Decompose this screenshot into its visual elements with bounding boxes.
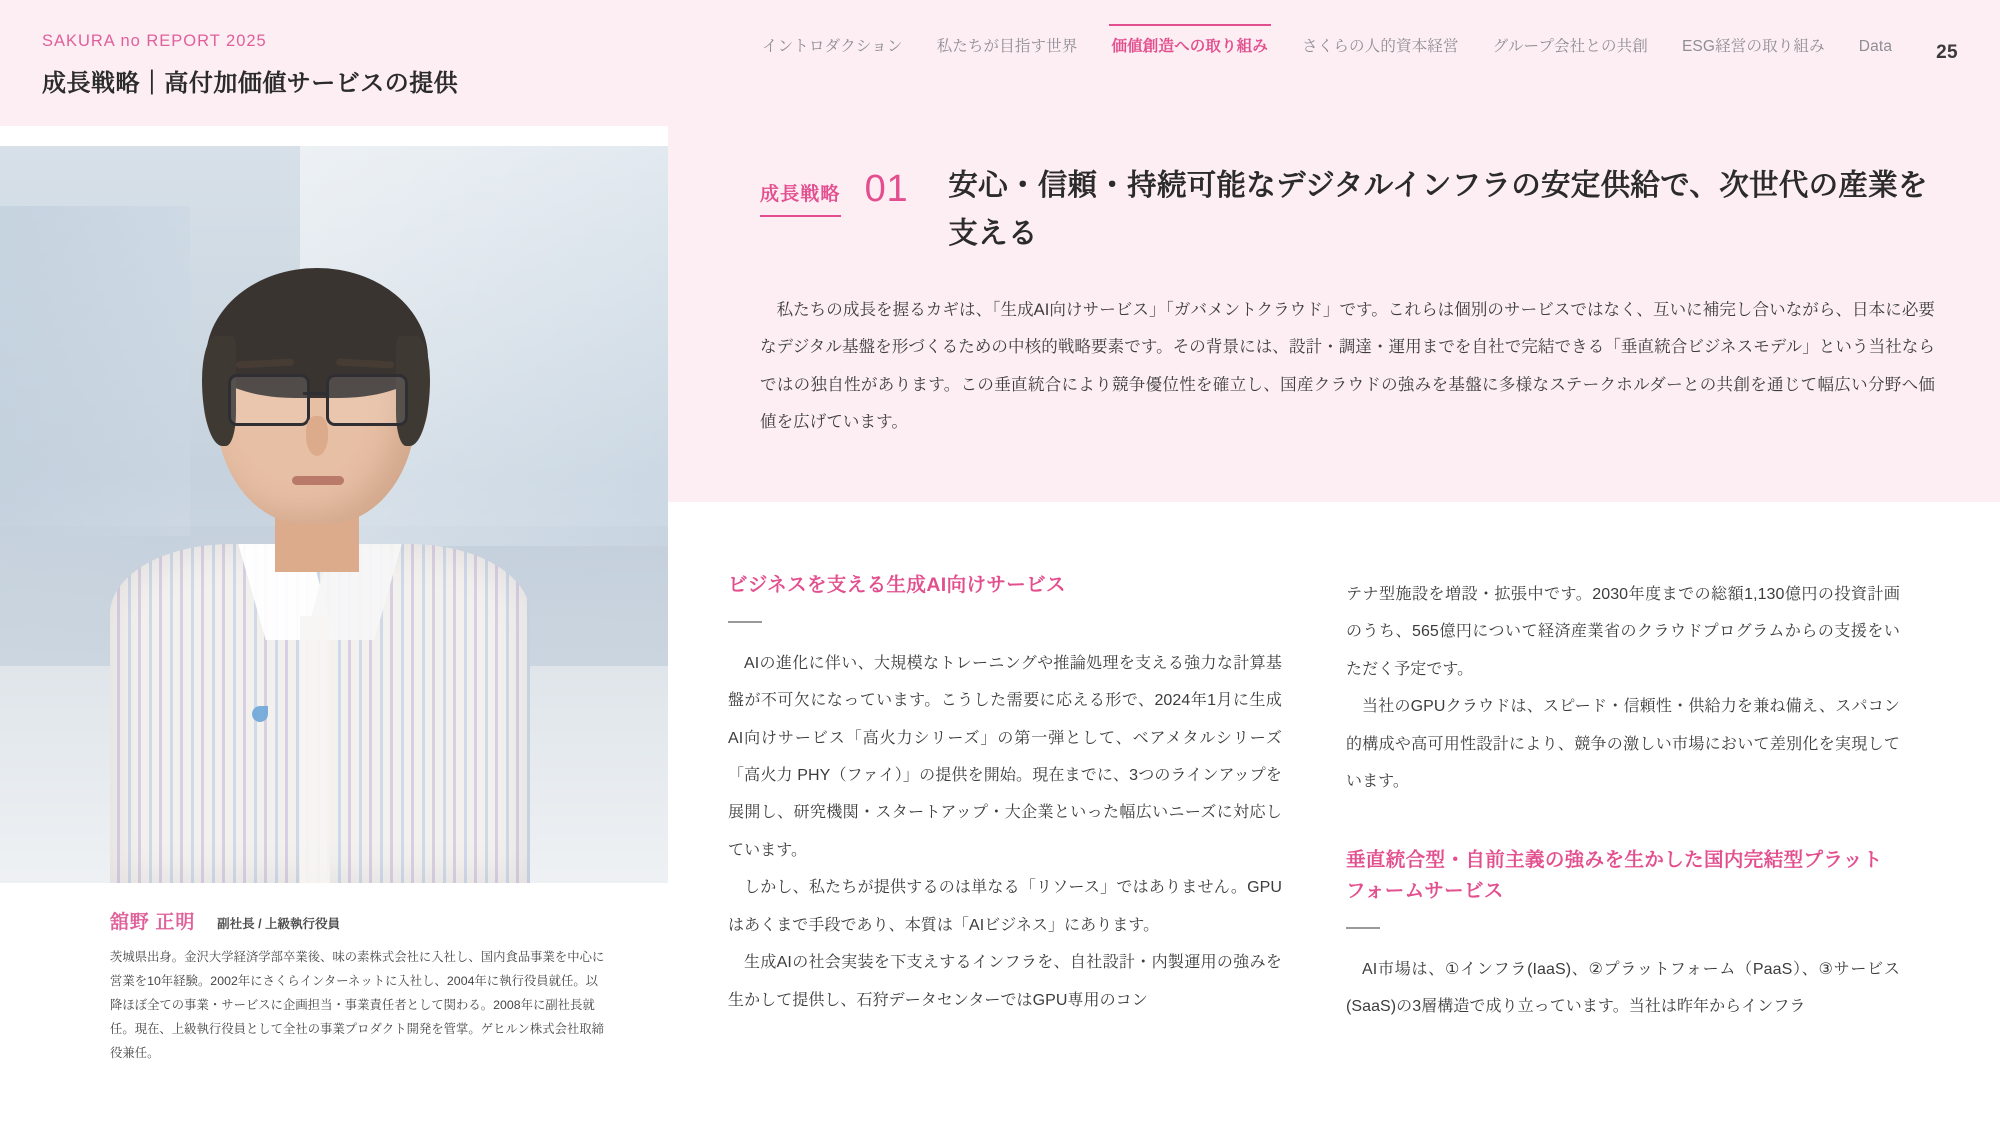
section-rule [728,621,762,623]
paragraph: AIの進化に伴い、大規模なトレーニングや推論処理を支える強力な計算基盤が不可欠になっています。こうした需要に応える形で、2024年1月に生成AI向けサービス「高火力シリーズ」の第一弾として、ベアメタルシリーズ「高火力 PHY（ファイ）」の提供を開始。現在までに、3つのラインアップを展開し、研究機関・スタートアップ・大企業といった幅広いニーズに対応しています。 [728,654,1282,859]
section-body-platform [1346,951,1900,1026]
strategy-intro-block [668,126,2000,502]
paragraph: テナ型施設を増設・拡張中です。2030年度までの総額1,130億円の投資計画のうち、565億円について経済産業省のクラウドプログラムからの支援をいただく予定です。 [1346,586,1900,678]
executive-role: 副社長 / 上級執行役員 [217,917,341,931]
strategy-tag: 成長戦略 [760,179,841,217]
nav-item-vision[interactable]: 私たちが目指す世界 [936,38,1078,55]
strategy-intro-body [760,292,1935,442]
page-number: 25 [1936,42,1958,63]
strategy-title: 安心・信頼・持続可能なデジタルインフラの安定供給で、次世代の産業を支える [948,169,1928,250]
section-rule [1346,927,1380,929]
report-label: SAKURA no REPORT 2025 [42,32,267,50]
section-body-continuation [1346,576,1900,801]
paragraph: AI市場は、①インフラ(IaaS)、②プラットフォーム（PaaS）、③サービス(SaaS)の3層構造で成り立っています。当社は昨年からインフラ [1346,960,1900,1015]
nav-item-human-capital[interactable]: さくらの人的資本経営 [1302,38,1459,55]
executive-bio: 茨城県出身。金沢大学経済学部卒業後、味の素株式会社に入社し、国内食品事業を中心に営業を10年経験。2002年にさくらインターネットに入社し、2004年に執行役員就任。以降ほぼ全ての事業・サービスに企画担当・事業責任者として関わる。2008年に副社長就任。現在、上級執行役員として全社の事業プロダクト開発を管掌。ゲヒルン株式会社取締役兼任。 [110,950,605,1060]
page-title: 成長戦略｜高付加価値サービスの提供 [42,70,459,97]
paragraph: 生成AIの社会実装を下支えするインフラを、自社設計・内製運用の強みを生かして提供し、石狩データセンターではGPU専用のコン [728,954,1282,1009]
caption-name-row [110,907,608,934]
nav-item-esg[interactable]: ESG経営の取り組み [1681,38,1825,55]
article-column-right [1346,570,1900,1125]
strategy-heading-row [760,162,1940,258]
paragraph: 当社のGPUクラウドは、スピード・信頼性・供給力を兼ね備え、スパコン的構成や高可用性設計により、競争の激しい市場において差別化を実現しています。 [1346,698,1900,791]
page-header [0,0,2000,126]
section-body-ai-services [728,645,1282,1019]
article-columns [668,502,2000,1125]
nav-item-group-companies[interactable]: グループ会社との共創 [1492,38,1648,55]
executive-name: 舘野 正明 [110,912,196,933]
article-column-left [728,570,1282,1125]
section-nav [745,36,1909,58]
intro-paragraph: 私たちの成長を握るカギは、「生成AI向けサービス」「ガバメントクラウド」です。これらは個別のサービスではなく、互いに補完し合いながら、日本に必要なデジタル基盤を形づくるための中核的戦略要素です。その背景には、設計・調達・運用までを自社で完結できる「垂直統合ビジネスモデル」という当社ならではの独自性があります。この垂直統合により競争優位性を確立し、国産クラウドの強みを基盤に多様なステークホルダーとの共創を通じて幅広い分野へ価値を広げています。 [760,300,1935,432]
nav-item-introduction[interactable]: イントロダクション [762,38,903,55]
section-heading-platform: 垂直統合型・自前主義の強みを生かした国内完結型プラットフォームサービス [1346,848,1883,902]
paragraph: しかし、私たちが提供するのは単なる「リソース」ではありません。GPUはあくまで手段であり、本質は「AIビジネス」にあります。 [728,879,1282,934]
portrait-caption [0,883,668,1066]
section-heading-ai-services: ビジネスを支える生成AI向けサービス [728,574,1066,596]
portrait-column [0,146,668,1066]
executive-portrait-photo [0,146,668,883]
header-title-group [42,32,458,98]
nav-item-data[interactable]: Data [1858,38,1893,55]
strategy-number: 01 [864,168,909,210]
nav-item-value-creation[interactable]: 価値創造への取り組み [1095,36,1286,58]
